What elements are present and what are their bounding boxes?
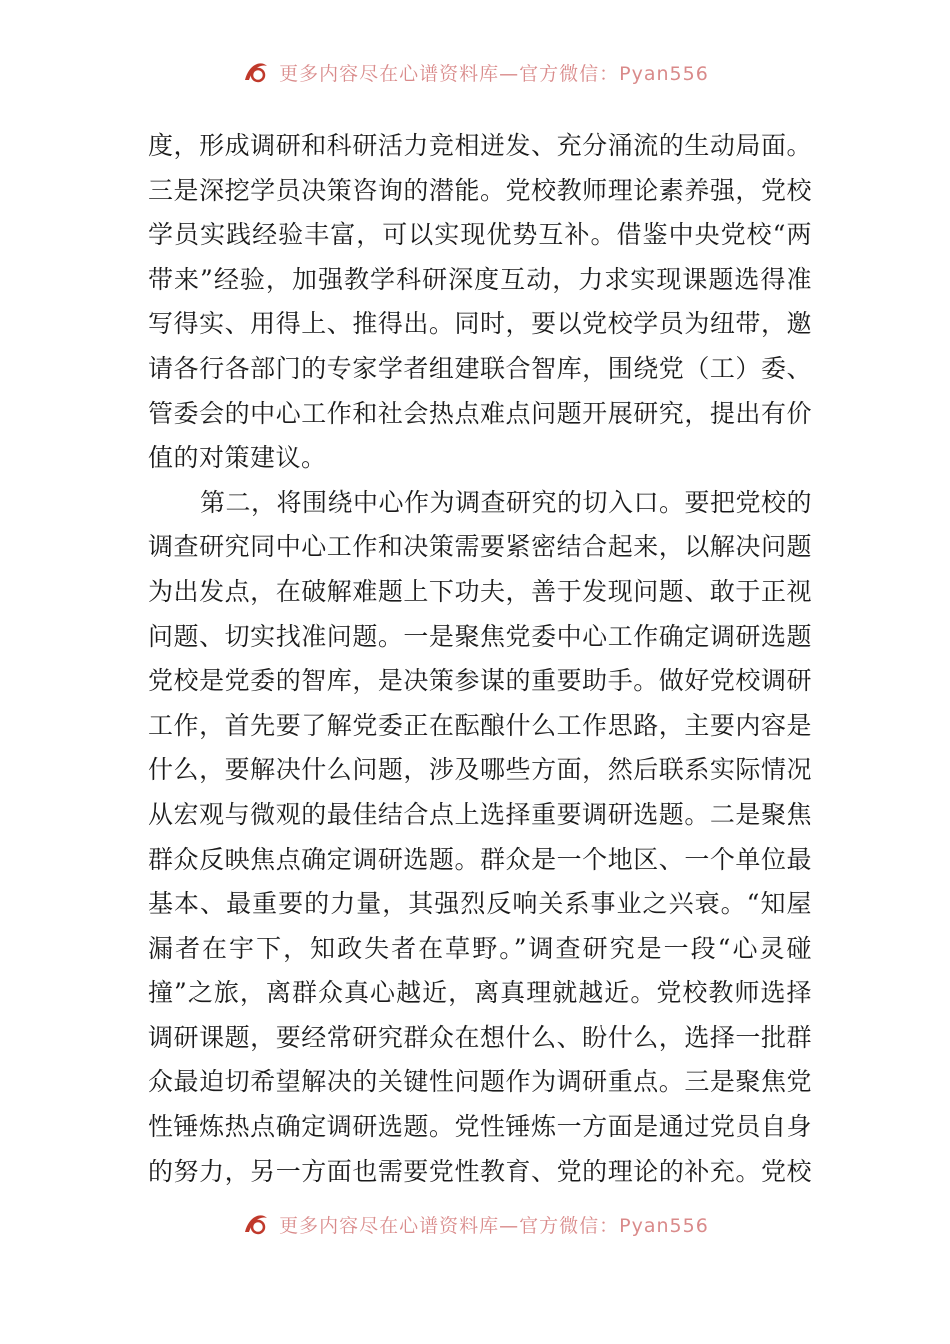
text-line: 第二，将围绕中心作为调查研究的切入口。要把党校的 [200, 487, 812, 517]
brand-logo-icon [241, 1210, 271, 1238]
text-line: 为出发点，在破解难题上下功夫，善于发现问题、敢于正视 [148, 576, 812, 606]
text-line: 请各行各部门的专家学者组建联合智库，围绕党（工）委、 [148, 353, 812, 383]
text-line: 党校是党委的智库，是决策参谋的重要助手。做好党校调研 [148, 666, 812, 696]
text-line: 群众反映焦点确定调研选题。群众是一个地区、一个单位最 [148, 844, 812, 874]
text-line: 的努力，另一方面也需要党性教育、党的理论的补充。党校 [148, 1156, 812, 1186]
text-line: 值的对策建议。 [148, 443, 327, 473]
text-line: 什么，要解决什么问题，涉及哪些方面，然后联系实际情况 [148, 755, 812, 785]
text-line: 众最迫切希望解决的关键性问题作为调研重点。三是聚焦党 [148, 1067, 812, 1097]
text-line: 写得实、用得上、推得出。同时，要以党校学员为纽带，邀 [148, 309, 812, 339]
text-line: 度，形成调研和科研活力竞相迸发、充分涌流的生动局面。 [148, 131, 812, 160]
text-line: 基本、最重要的力量，其强烈反响关系事业之兴衰。“知屋 [148, 889, 812, 919]
document-body [148, 124, 812, 1194]
text-line: 带来”经验，加强教学科研深度互动，力求实现课题选得准 [148, 264, 812, 294]
text-line: 调查研究同中心工作和决策需要紧密结合起来，以解决问题 [148, 532, 812, 562]
text-line: 从宏观与微观的最佳结合点上选择重要调研选题。二是聚焦 [148, 799, 812, 829]
brand-logo-icon [241, 58, 271, 86]
text-line: 问题、切实找准问题。一是聚焦党委中心工作确定调研选题 [148, 621, 812, 651]
header-watermark [0, 52, 950, 92]
text-line: 工作，首先要了解党委正在酝酿什么工作思路，主要内容是 [148, 710, 812, 740]
text-line: 三是深挖学员决策咨询的潜能。党校教师理论素养强，党校 [148, 175, 812, 205]
text-line: 性锤炼热点确定调研选题。党性锤炼一方面是通过党员自身 [148, 1112, 812, 1142]
watermark-text: 更多内容尽在心谱资料库—官方微信：Pyan556 [279, 1214, 709, 1237]
footer-watermark [0, 1204, 950, 1244]
text-line: 管委会的中心工作和社会热点难点问题开展研究，提出有价 [148, 398, 812, 428]
text-line: 学员实践经验丰富，可以实现优势互补。借鉴中央党校“两 [148, 220, 812, 250]
text-line: 调研课题，要经常研究群众在想什么、盼什么，选择一批群 [148, 1022, 812, 1052]
text-line: 撞”之旅，离群众真心越近，离真理就越近。党校教师选择 [148, 978, 812, 1008]
watermark-text: 更多内容尽在心谱资料库—官方微信：Pyan556 [279, 62, 709, 85]
text-line: 漏者在宇下，知政失者在草野。”调查研究是一段“心灵碰 [148, 933, 812, 963]
